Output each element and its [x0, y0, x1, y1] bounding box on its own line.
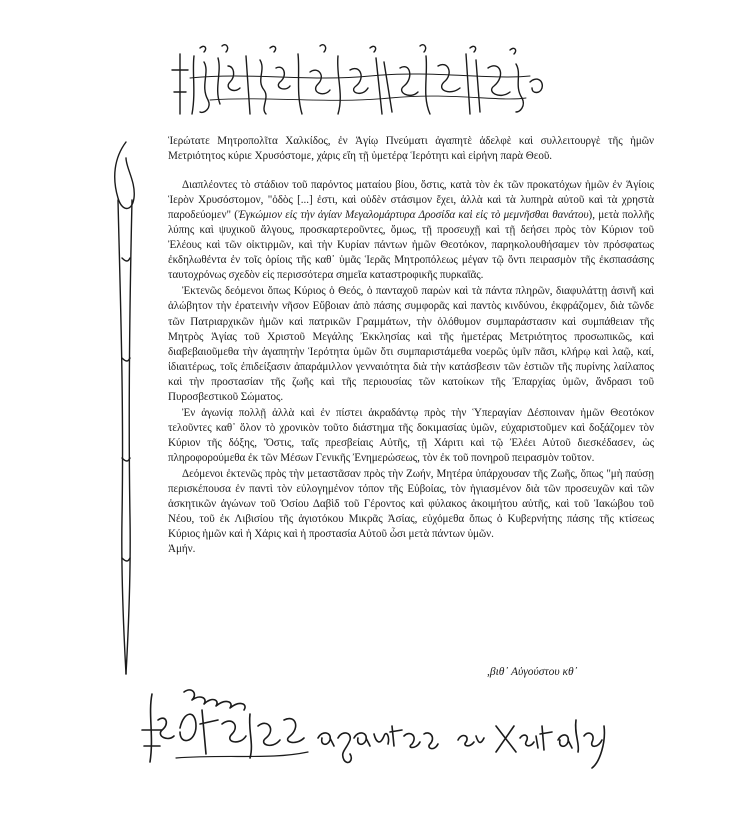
letter-closing: Ἀμήν. [168, 543, 196, 556]
letter-paragraph-2: Ἐκτενῶς δεόμενοι ὅπως Κύριος ὁ Θεός, ὁ πανταχοῦ παρὼν καὶ τὰ πάντα πληρῶν, διαφυλάττῃ ἀσινῆ καὶ ἀλώβητον τὴν ἐρατεινὴν νῆσον Εὔβοιαν ἀπὸ πάσης συμφορᾶς καὶ παντὸς κινδύνου, ἐκφράζομεν, διὰ τῶνδε τῶν Πατριαρχικῶν ἡμῶν καὶ πατρικῶν Γραμμάτων, τὴν ὁλόθυμον συμπαράστασιν καὶ συμπάθειαν τῆς Μητρὸς Ἁγίας τοῦ Χριστοῦ Μεγάλης Ἐκκλησίας καὶ τῆς ἡμετέρας Μετριότητος προσωπικῶς, καὶ διαβεβαιοῦμεθα τὴν ἀγαπητὴν Ἱερότητα ὑμῶν ὅτι συμπαριστάμεθα νοερῶς ὑμῖν πᾶσι, κλήρῳ καὶ λαῷ, καί, ἰδιαιτέρως, τοῖς ἐπιδείξασιν ἀπαράμιλλον γενναιότητα διὰ τὴν κατάσβεσιν τῶν ἑστιῶν τῆς πυρίνης λαίλαπος καὶ τὴν προστασίαν τῆς ζωῆς καὶ τῆς περιουσίας τῶν κατοίκων τῆς Ἐπαρχίας ὑμῶν, ἄνδρασι τοῦ Πυροσβεστικοῦ Σώματος. [168, 285, 654, 403]
letter-date: ,βιθ᾽ Αὐγούστου κθ᾽ [487, 666, 578, 678]
seal-ribbon-cord [104, 138, 148, 678]
letter-body [168, 134, 654, 557]
letter-paragraph-4: Δεόμενοι ἐκτενῶς πρὸς τὴν μεταστᾶσαν πρὸς τὴν Ζωήν, Μητέρα ὑπάρχουσαν τῆς Ζωῆς, ὅπως "μὴ παύσῃ περισκέπουσα ἐν παντὶ τὸν εὐλογημένον τόπον τῆς Εὐβοίας, τὸν ἡγιασμένον διὰ τῶν προσευχῶν καὶ τῶν ἀσκητικῶν ἀγώνων τοῦ Ὁσίου Δαβὶδ τοῦ Γέροντος καὶ φύλακος ἀκοιμήτου αὐτῆς, καὶ τοῦ Ἰακώβου τοῦ Νέου, τοῦ ἐκ Λιβισίου τῆς ἁγιοτόκου Μικρᾶς Ἀσίας, εὐχόμεθα ὅπως ὁ Κυβερνήτης πάσης τῆς κτίσεως Κύριος ἡμῶν καὶ ἡ Χάρις καὶ ἡ προστασία Αὐτοῦ ὦσι μετὰ πάντων ὑμῶν. [168, 467, 654, 541]
calligraphic-header-signature [170, 42, 550, 124]
paragraph-1-italic-citation: Ἐγκώμιον εἰς τὴν ἁγίαν Μεγαλομάρτυρα Δροσίδα καὶ εἰς τὸ μεμνῆσθαι θανάτου [237, 209, 589, 222]
letter-paragraph-3: Ἐν ἀγωνίᾳ πολλῇ ἀλλὰ καὶ ἐν πίστει ἀκραδάντῳ πρὸς τὴν Ὑπεραγίαν Δέσποιναν ἡμῶν Θεοτόκον τελοῦντες καθ᾽ ὅλον τὸ χρονικὸν τοῦτο διάστημα τῆς δοκιμασίας ὑμῶν, εὐχαριστοῦμεν καὶ δοξάζομεν τὸν Κύριον τῆς δόξης, Ὅστις, ταῖς πρεσβείαις Αὐτῆς, τῇ Χάριτι καὶ τῷ Ἐλέει Αὐτοῦ διεσκέδασεν, ὡς πληροφορούμεθα ἐκ τῶν Μέσων Γενικῆς Ἐνημερώσεως, τὸν ἐκ τοῦ πονηροῦ πειρασμὸν τοῦτον. [168, 406, 654, 464]
letter-greeting: Ἱερώτατε Μητροπολῖτα Χαλκίδος, ἐν Ἁγίῳ Πνεύματι ἀγαπητὲ ἀδελφὲ καὶ συλλειτουργὲ τῆς ἡμῶν Μετριότητος κύριε Χρυσόστομε, χάρις εἴη τῇ ὑμετέρᾳ Ἱερότητι καὶ εἰρήνη παρὰ Θεοῦ. [168, 135, 654, 163]
handwritten-signature [140, 680, 610, 780]
letter-paragraph-1 [168, 178, 654, 283]
paragraph-1-text-b: ), μετὰ πολλῆς λύπης καὶ ψυχικοῦ ἄλγους, προσκαρτεροῦντες, ὅμως, τῇ προσευχῇ καὶ τῇ δεήσει πρὸς τὸν Κύριον τοῦ Ἐλέους καὶ τῶν οἰκτιρμῶν, καὶ τὴν Κυρίαν πάντων ἡμῶν Θεοτόκον, παρηκολουθήσαμεν τὸν πρόσφατως ἐκδηλωθέντα ἐν τοῖς ὁρίοις τῆς καθ᾽ ὑμᾶς Ἱερᾶς Μητροπόλεως μέγαν τῷ ὄντι πειρασμὸν τῆς ἐκσπασάσης ταυτοχρόνως σχεδὸν εἰς περισσότερα σημεῖα καταστροφικῆς πυρκαϊᾶς. [168, 209, 655, 282]
paragraph-1-text-a: Διαπλέοντες τὸ στάδιον τοῦ παρόντος ματαίου βίου, ὅστις, κατὰ τὸν ἐκ τῶν προκατόχων ἡμῶν ἐν Ἁγίοις Ἱερὸν Χρυσόστομον, "ὁδὸς [...] ἐστι, καὶ οὐδὲν στάσιμον ἔχει, ἀλλὰ καὶ τὰ λυπηρὰ αὐτοῦ καὶ τὰ χρηστὰ παροδεύομεν" ( [168, 179, 654, 222]
